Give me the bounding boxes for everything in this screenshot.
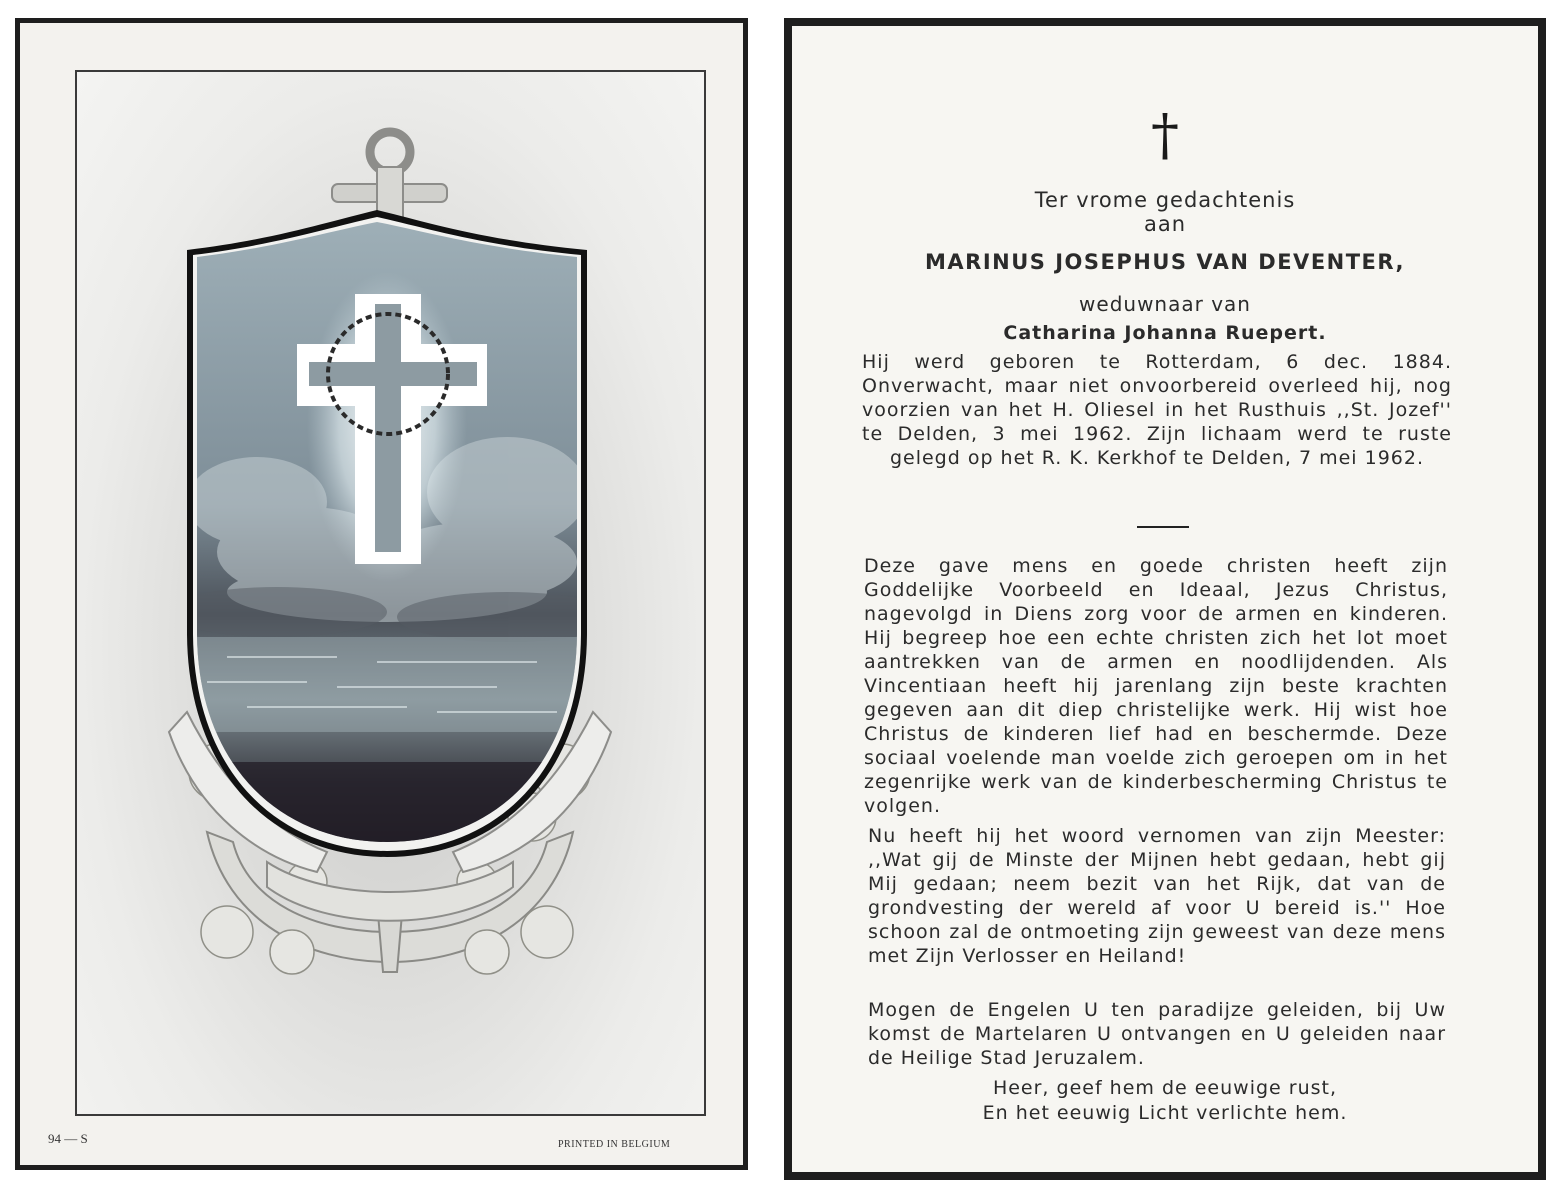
tribute-paragraph-1: Deze gave mens en goede christen heeft zijn Goddelijke Voorbeeld en Ideaal, Jezus Christus, nagevolgd in Diens zorg voor de armen en kinderen. Hij begreep hoe een echte christen zich het lot moet aantrekken van de armen en noodlijdenden. Als Vincentiaan heeft hij jarenlang zijn beste krachten gegeven aan dit diep christelijke werk. Hij wist hoe Christus de kinderen lief had en beschermde. Deze sociaal voelende man voelde zich geroepen om in het zegenrijke werk van de kinderbescherming Christus te volgen.	[864, 555, 1448, 817]
deceased-name: MARINUS JOSEPHUS VAN DEVENTER,	[925, 250, 1405, 274]
memorial-card-front	[15, 18, 748, 1170]
card-code: 94 — S	[48, 1131, 88, 1146]
spouse-name: Catharina Johanna Ruepert.	[1003, 322, 1327, 344]
card-back-paper	[792, 26, 1538, 1172]
card-front-paper	[20, 23, 743, 1165]
tribute-paragraph-2: Nu heeft hij het woord vernomen van zijn Meester: ,,Wat gij de Minste der Mijnen hebt gedaan, hebt gij Mij gedaan; neem bezit van het Rijk, dat van de grondvesting der wereld af voor U bereid is.'' Hoe schoon zal de ontmoeting zijn geweest van deze mens met Zijn Verlosser en Heiland!	[868, 825, 1446, 967]
anchor-cross-sea-illustration	[77, 72, 704, 1114]
widower-of-label: weduwnaar van	[1079, 292, 1251, 316]
memorial-heading-aan: aan	[1143, 212, 1187, 236]
printed-in-label: PRINTED IN BELGIUM	[558, 1139, 671, 1150]
prayer-line-2: En het eeuwig Licht verlichte hem.	[982, 1102, 1348, 1124]
section-divider	[1137, 526, 1189, 528]
memorial-heading: Ter vrome gedachtenis	[1034, 188, 1296, 212]
cross-icon: †	[1151, 103, 1179, 168]
tribute-paragraph-3: Mogen de Engelen U ten paradijze geleiden, bij Uw komst de Martelaren U ontvangen en U geleiden naar de Heilige Stad Jeruzalem.	[868, 999, 1446, 1069]
memorial-card-back	[784, 18, 1546, 1180]
biography-paragraph: Hij werd geboren te Rotterdam, 6 dec. 1884. Onverwacht, maar niet onvoorbereid overleed hij, nog voorzien van het H. Oliesel in het Rusthuis ,,St. Jozef'' te Delden, 3 mei 1962. Zijn lichaam werd te ruste gelegd op het R. K. Kerkhof te Delden, 7 mei 1962.	[862, 351, 1452, 469]
prayer-line-1: Heer, geef hem de eeuwige rust,	[992, 1077, 1338, 1099]
memorial-illustration	[75, 70, 706, 1116]
